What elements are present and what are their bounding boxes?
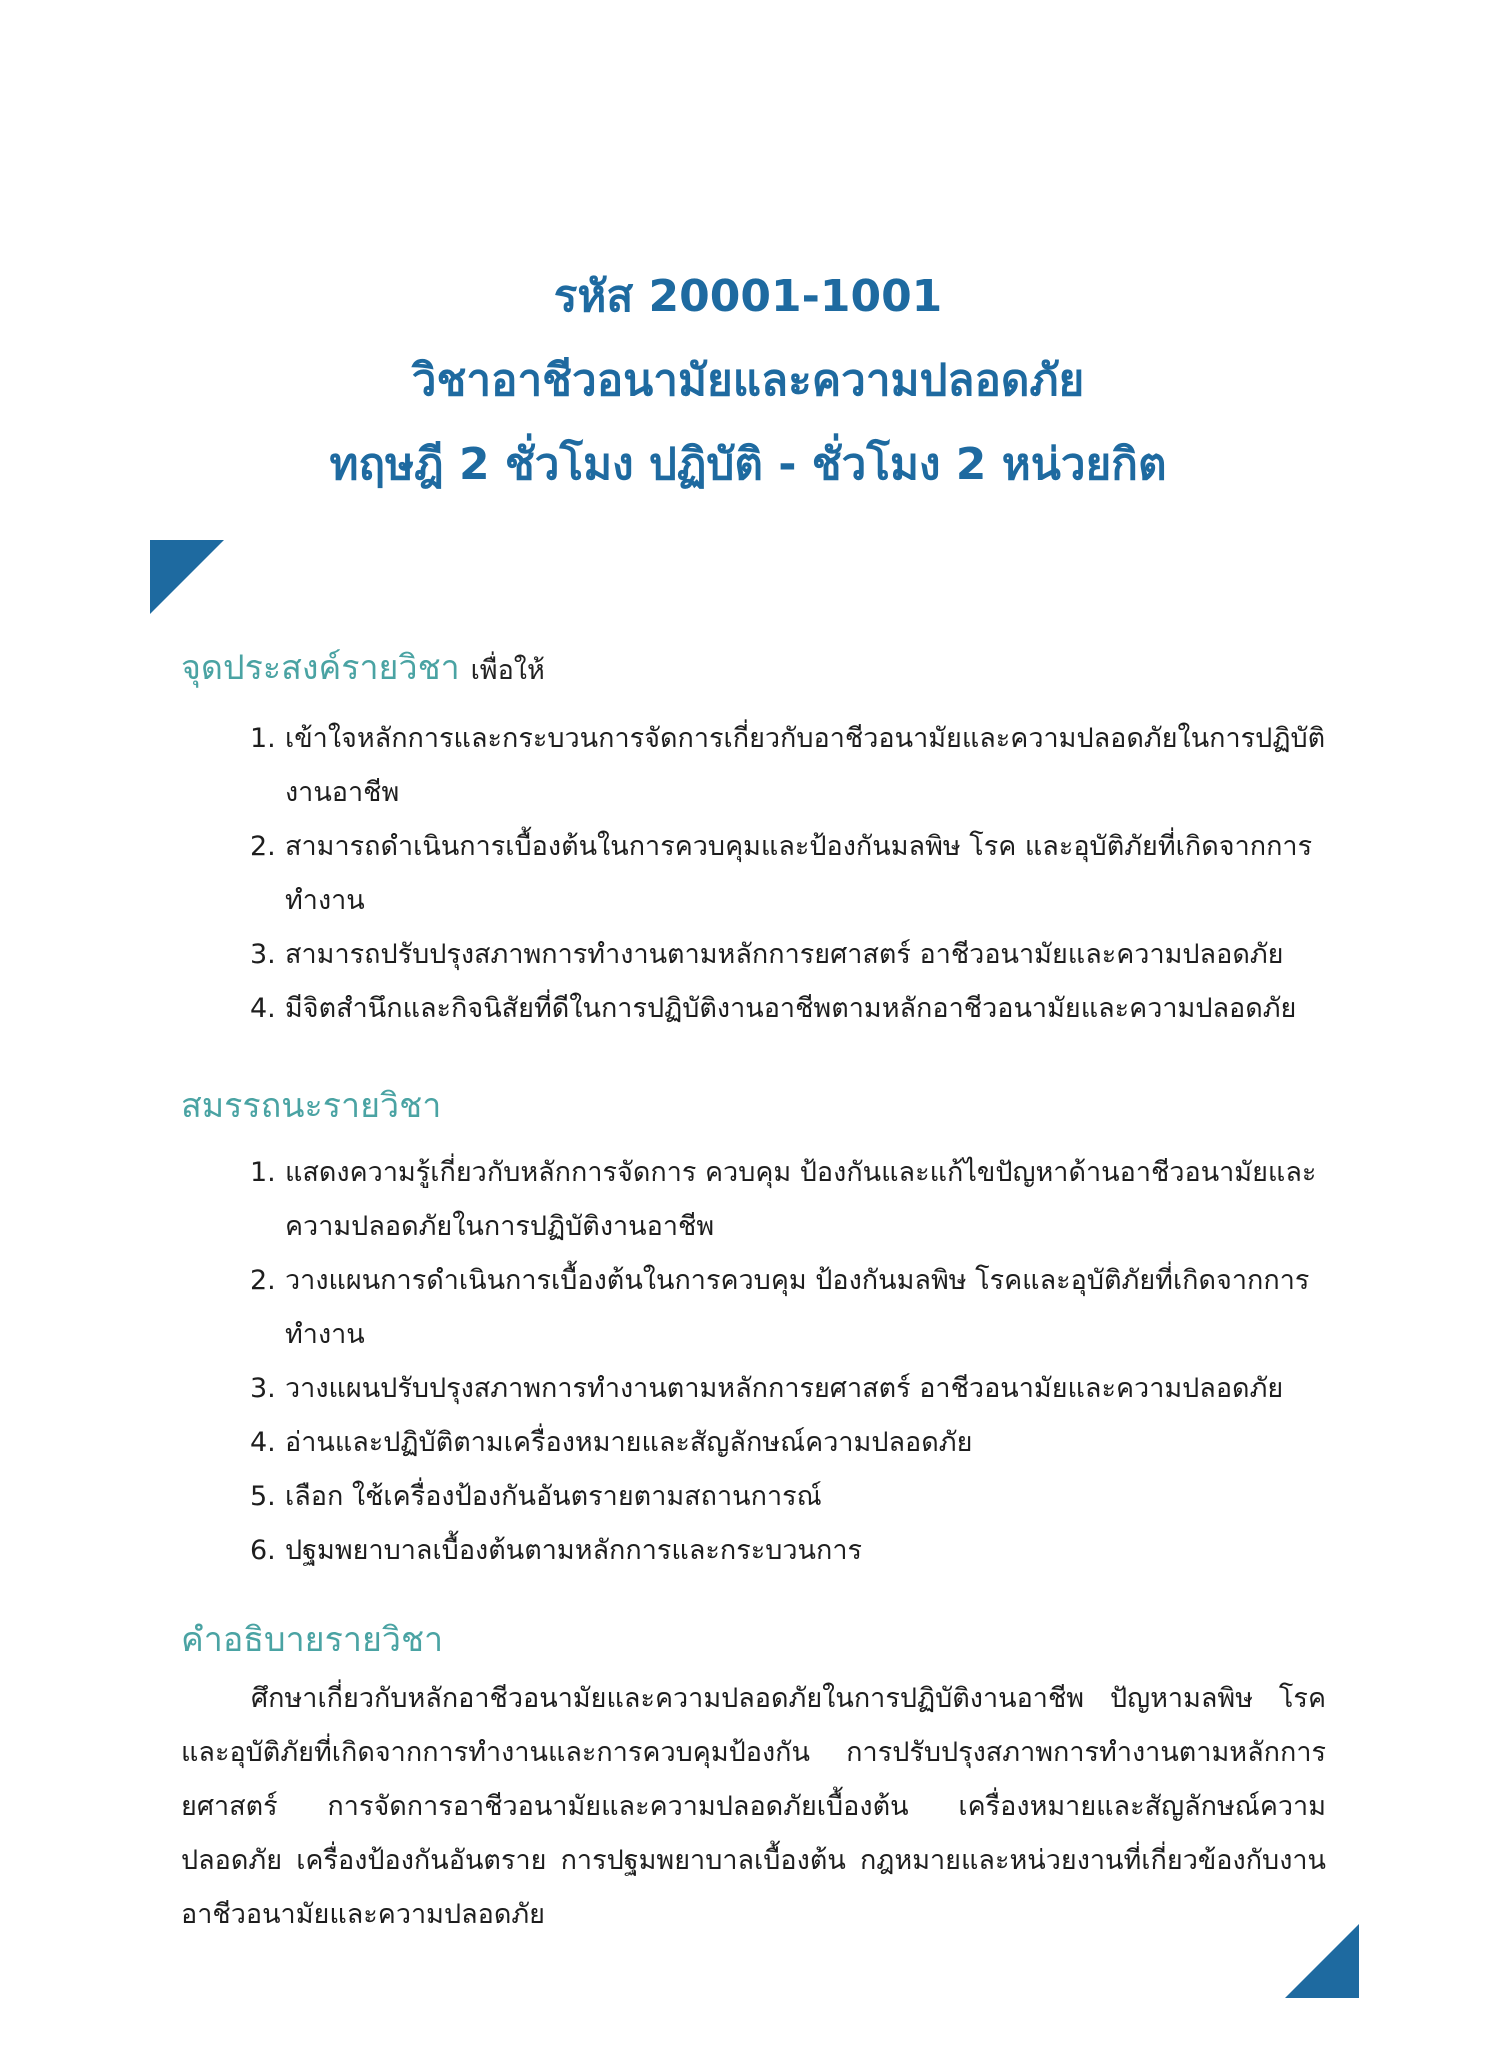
list-item-number: 2. [250,1265,276,1296]
competencies-list [250,1146,1330,1578]
list-item [250,1146,1330,1254]
competencies-heading-text: สมรรถนะรายวิชา [181,1086,442,1126]
list-item-text: สามารถดำเนินการเบื้องต้นในการควบคุมและป้องกันมลพิษ โรค และอุบัติภัยที่เกิดจากการทำงาน [285,831,1313,916]
list-item-text: สามารถปรับปรุงสภาพการทำงานตามหลักการยศาสตร์ อาชีวอนามัยและความปลอดภัย [285,939,1284,970]
list-item-number: 1. [250,723,276,754]
list-item-number: 5. [250,1481,276,1512]
objectives-heading-text: จุดประสงค์รายวิชา [181,648,460,688]
list-item-number: 3. [250,939,276,970]
description-heading [181,1612,443,1666]
course-title: วิชาอาชีวอนามัยและความปลอดภัย [411,355,1085,406]
list-item [250,1254,1330,1362]
list-item [250,928,1330,982]
description-heading-text: คำอธิบายรายวิชา [181,1620,444,1660]
list-item [250,1362,1330,1416]
list-item-number: 4. [250,1427,276,1458]
list-item-text: เข้าใจหลักการและกระบวนการจัดการเกี่ยวกับอาชีวอนามัยและความปลอดภัยในการปฏิบัติงานอาชีพ [285,723,1326,808]
list-item-number: 1. [250,1157,276,1188]
list-item-text: เลือก ใช้เครื่องป้องกันอันตรายตามสถานการณ์ [285,1481,822,1512]
objectives-heading-suffix: เพื่อให้ [470,655,545,686]
list-item-number: 2. [250,831,276,862]
course-hours: ทฤษฎี 2 ชั่วโมง ปฏิบัติ - ชั่วโมง 2 หน่วยกิต [329,439,1167,490]
competencies-heading [181,1078,441,1132]
course-header [0,255,1496,507]
list-item [250,820,1330,928]
list-item-text: วางแผนปรับปรุงสภาพการทำงานตามหลักการยศาสตร์ อาชีวอนามัยและความปลอดภัย [285,1373,1284,1404]
list-item-text: วางแผนการดำเนินการเบื้องต้นในการควบคุม ป้องกันมลพิษ โรคและอุบัติภัยที่เกิดจากการทำงาน [285,1265,1310,1350]
corner-triangle-top-left [150,540,224,614]
objectives-list [250,712,1330,1036]
objectives-heading [181,640,545,694]
course-code: รหัส 20001-1001 [553,271,943,322]
list-item [250,1524,1330,1578]
list-item-text: อ่านและปฏิบัติตามเครื่องหมายและสัญลักษณ์ความปลอดภัย [285,1427,973,1458]
list-item [250,712,1330,820]
list-item-text: มีจิตสำนึกและกิจนิสัยที่ดีในการปฏิบัติงานอาชีพตามหลักอาชีวอนามัยและความปลอดภัย [285,993,1297,1024]
list-item [250,982,1330,1036]
list-item-number: 4. [250,993,276,1024]
list-item-number: 3. [250,1373,276,1404]
corner-triangle-bottom-right [1285,1924,1359,1998]
list-item-text: ปฐมพยาบาลเบื้องต้นตามหลักการและกระบวนการ [285,1535,862,1566]
list-item [250,1416,1330,1470]
list-item-text: แสดงความรู้เกี่ยวกับหลักการจัดการ ควบคุม ป้องกันและแก้ไขปัญหาด้านอาชีวอนามัยและความปลอดภัยในการปฏิบัติงานอาชีพ [285,1157,1317,1242]
list-item-number: 6. [250,1535,276,1566]
list-item [250,1470,1330,1524]
description-paragraph: ศึกษาเกี่ยวกับหลักอาชีวอนามัยและความปลอดภัยในการปฏิบัติงานอาชีพ ปัญหามลพิษ โรคและอุบัติภัยที่เกิดจากการทำงานและการควบคุมป้องกัน การปรับปรุงสภาพการทำงานตามหลักการยศาสตร์ การจัดการอาชีวอนามัยและความปลอดภัยเบื้องต้น เครื่องหมายและสัญลักษณ์ความปลอดภัย เครื่องป้องกันอันตราย การปฐมพยาบาลเบื้องต้น กฎหมายและหน่วยงานที่เกี่ยวข้องกับงานอาชีวอนามัยและความปลอดภัย [181,1683,1326,1930]
